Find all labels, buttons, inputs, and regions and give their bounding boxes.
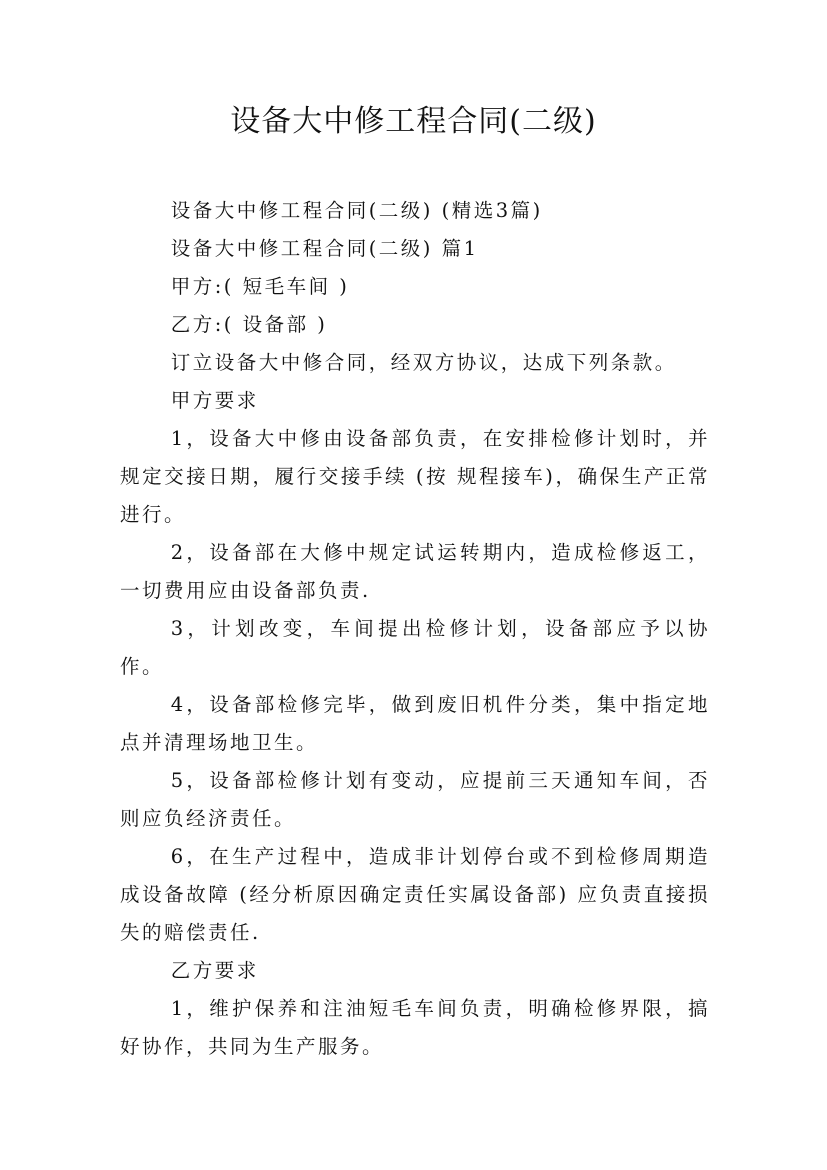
paragraph-section-heading: 设备大中修工程合同(二级) 篇1 <box>170 237 479 260</box>
document-body <box>120 192 710 1066</box>
paragraph-clause-b1: 1，维护保养和注油短毛车间负责，明确检修界限，搞好协作，共同为生产服务。 <box>120 997 710 1058</box>
paragraph-clause-a4: 4，设备部检修完毕，做到废旧机件分类，集中指定地点并清理场地卫生。 <box>120 693 710 754</box>
paragraph-clause-a5: 5，设备部检修计划有变动，应提前三天通知车间，否则应负经济责任。 <box>120 769 710 830</box>
paragraph-party-a-requirements-heading: 甲方要求 <box>170 389 259 412</box>
paragraph-party-b: 乙方:( 设备部 ) <box>170 313 328 336</box>
paragraph-subtitle: 设备大中修工程合同(二级) (精选3篇) <box>170 199 543 222</box>
paragraph-clause-a2: 2，设备部在大修中规定试运转期内，造成检修返工，一切费用应由设备部负责. <box>120 541 710 602</box>
paragraph-party-a: 甲方:( 短毛车间 ) <box>170 275 350 298</box>
document-title: 设备大中修工程合同(二级) <box>230 104 597 139</box>
paragraph-party-b-requirements-heading: 乙方要求 <box>170 959 259 982</box>
paragraph-intro: 订立设备大中修合同，经双方协议，达成下列条款。 <box>170 351 677 374</box>
paragraph-clause-a1: 1，设备大中修由设备部负责，在安排检修计划时，并规定交接日期，履行交接手续 (按 规程接车)，确保生产正常进行。 <box>120 427 710 526</box>
paragraph-clause-a3: 3，计划改变，车间提出检修计划，设备部应予以协作。 <box>120 617 710 678</box>
paragraph-clause-a6: 6，在生产过程中，造成非计划停台或不到检修周期造成设备故障 (经分析原因确定责任实属设备部) 应负责直接损失的赔偿责任. <box>120 845 710 944</box>
